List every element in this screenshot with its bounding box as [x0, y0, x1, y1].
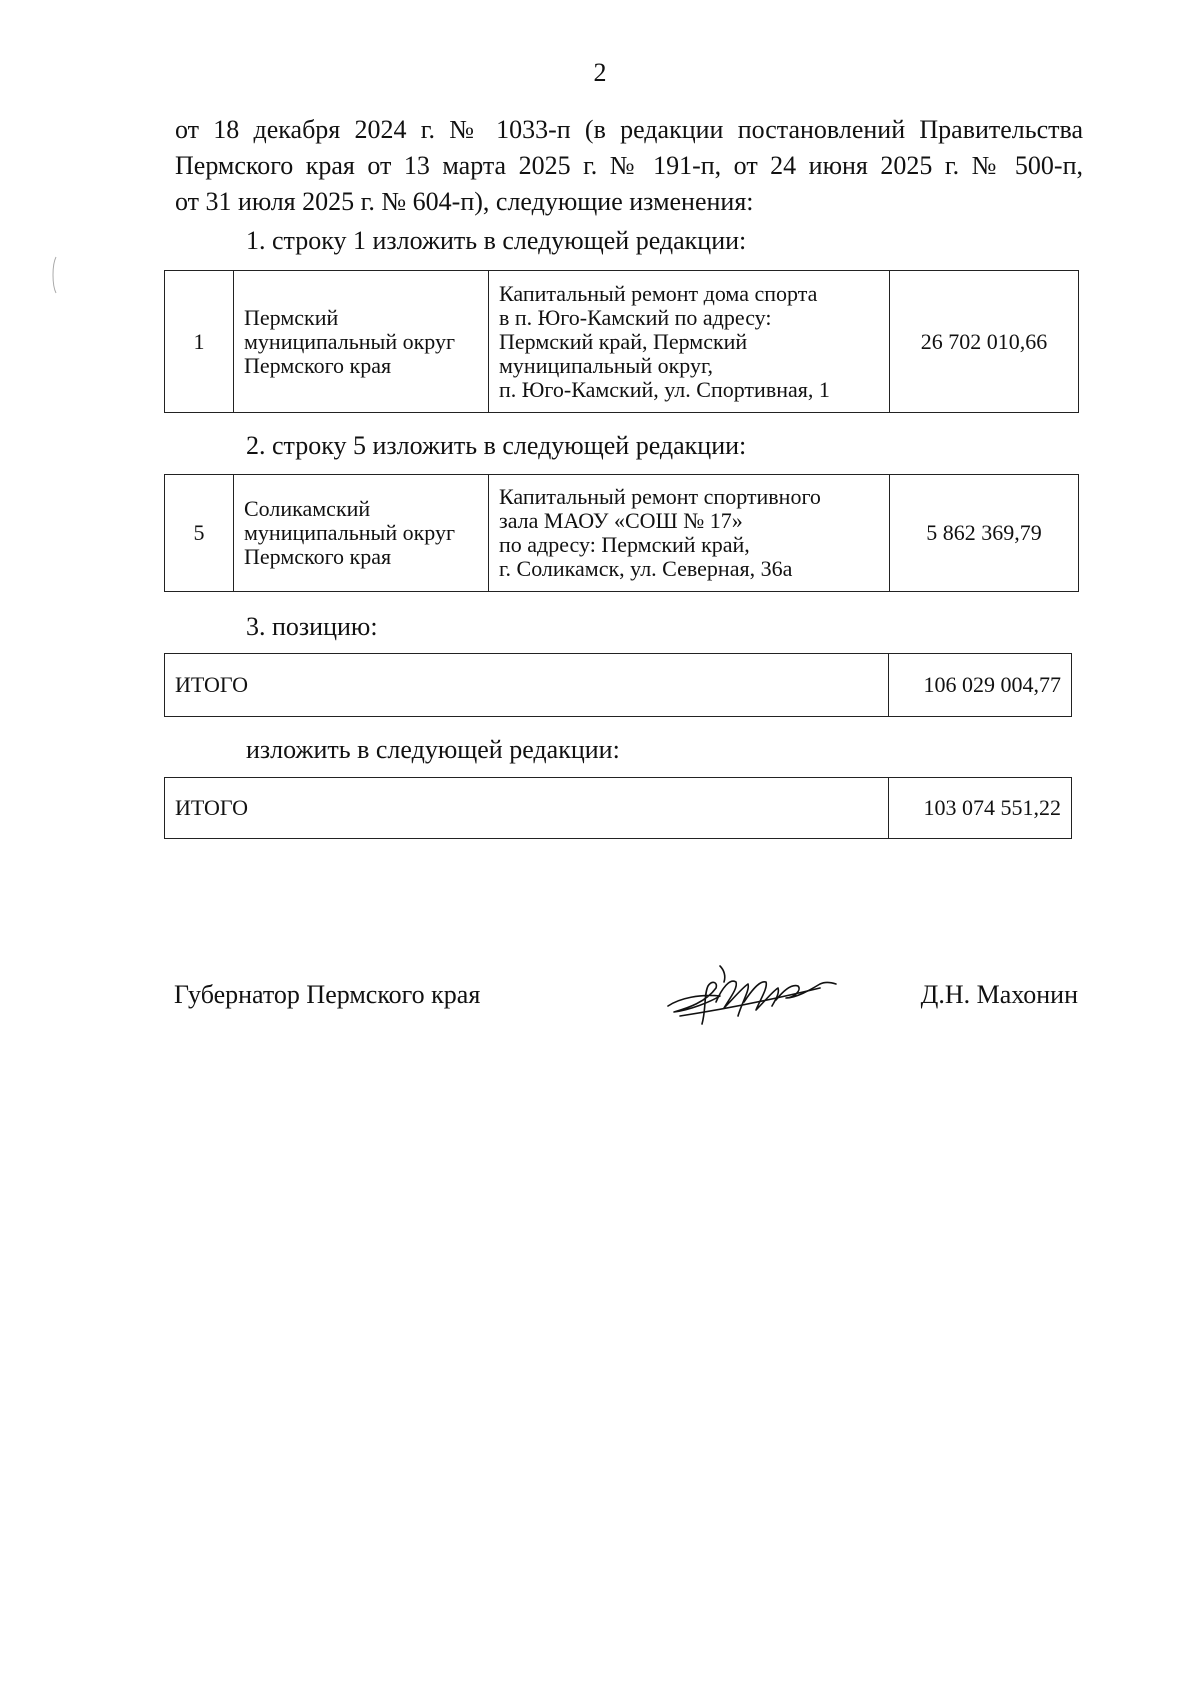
total-new-table	[164, 777, 1072, 839]
object-line: Пермский край, Пермский	[499, 328, 748, 354]
page-number: 2	[593, 58, 607, 87]
object-line: в п. Юго-Камский по адресу:	[499, 304, 772, 330]
object-line: зала МАОУ «СОШ № 17»	[499, 508, 743, 533]
municipality-cell	[234, 271, 489, 413]
municipality-cell	[234, 475, 489, 592]
total-old-value: 106 029 004,77	[889, 654, 1072, 717]
object-cell	[489, 475, 890, 592]
object-line: муниципальный округ,	[499, 352, 714, 378]
item1-heading: 1. строку 1 изложить в следующей редакции:	[246, 226, 747, 255]
table-row	[165, 778, 1072, 839]
row1-table	[164, 270, 1079, 413]
table-row	[165, 271, 1079, 413]
item3-heading: 3. позицию:	[246, 612, 378, 641]
table-row	[165, 654, 1072, 717]
intro-paragraph	[175, 112, 1083, 220]
object-line: п. Юго-Камский, ул. Спортивная, 1	[499, 376, 830, 402]
intro-line: Пермского края от 13 марта 2025 г. № 191-п, от 24 июня 2025 г. № 500-п,	[175, 151, 1083, 180]
row-number: 1	[165, 271, 234, 413]
table-row	[165, 475, 1079, 592]
object-line: Капитальный ремонт дома спорта	[499, 280, 818, 306]
object-line: Капитальный ремонт спортивного	[499, 484, 821, 509]
row5-table	[164, 474, 1079, 592]
total-new-value: 103 074 551,22	[889, 778, 1072, 839]
municipality-line: муниципальный округ	[244, 520, 456, 545]
restate-heading: изложить в следующей редакции:	[246, 735, 620, 764]
sum-cell: 5 862 369,79	[890, 475, 1079, 592]
row-number: 5	[165, 475, 234, 592]
total-label: ИТОГО	[165, 654, 889, 717]
intro-line: от 18 декабря 2024 г. № 1033-п (в редакции постановлений Правительства	[175, 115, 1083, 144]
object-line: г. Соликамск, ул. Северная, 36а	[499, 556, 793, 581]
sum-cell: 26 702 010,66	[890, 271, 1079, 413]
municipality-line: Пермского края	[244, 352, 392, 378]
handwritten-signature	[660, 958, 850, 1028]
scan-artifact-bracket	[50, 255, 58, 295]
municipality-line: Соликамский	[244, 496, 371, 521]
object-line: по адресу: Пермский край,	[499, 532, 750, 557]
municipality-line: Пермского края	[244, 544, 392, 569]
municipality-line: Пермский	[244, 304, 339, 330]
object-cell	[489, 271, 890, 413]
total-old-table	[164, 653, 1072, 717]
item2-heading: 2. строку 5 изложить в следующей редакции:	[246, 431, 747, 460]
total-label: ИТОГО	[165, 778, 889, 839]
municipality-line: муниципальный округ	[244, 328, 456, 354]
signatory-title: Губернатор Пермского края	[174, 980, 481, 1009]
signatory-name: Д.Н. Махонин	[920, 980, 1078, 1009]
intro-line: от 31 июля 2025 г. № 604-п), следующие изменения:	[175, 187, 754, 216]
